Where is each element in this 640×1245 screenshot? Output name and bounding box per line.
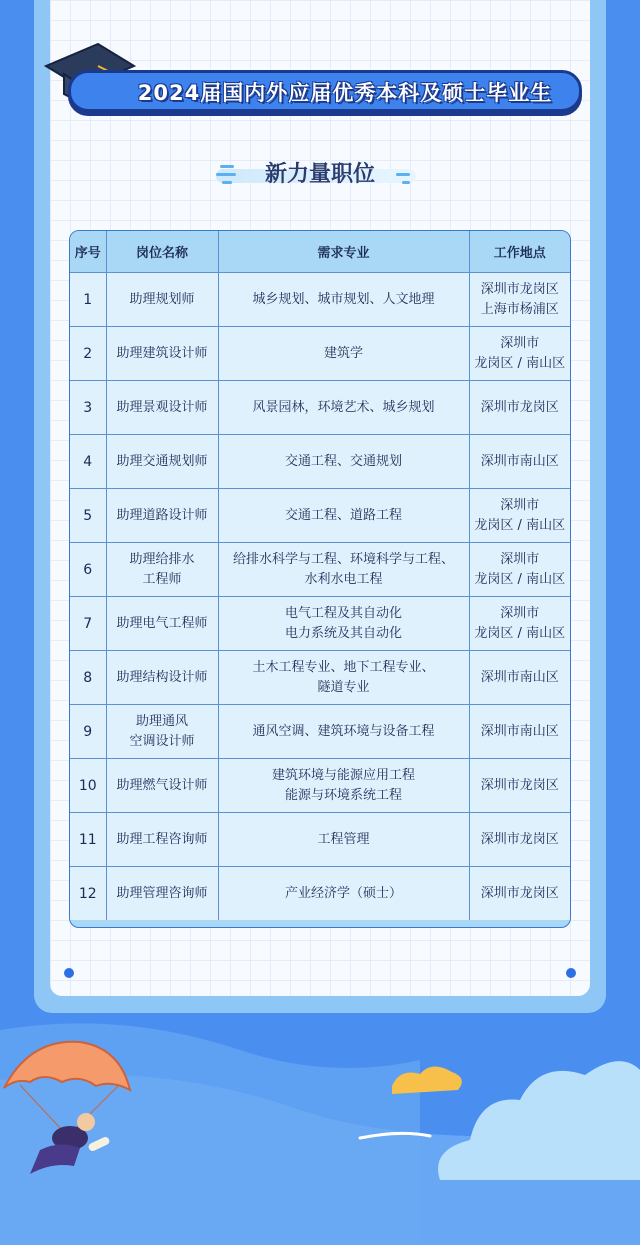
- job-title-line: 空调设计师: [129, 733, 195, 749]
- table-row: [70, 381, 570, 435]
- required-major-line: 城乡规划、城市规划、人文地理: [252, 291, 435, 307]
- required-major: [218, 327, 469, 381]
- required-major: [218, 705, 469, 759]
- required-major: [218, 651, 469, 705]
- row-number: 3: [70, 381, 106, 435]
- work-location: [469, 759, 570, 813]
- row-number: 4: [70, 435, 106, 489]
- table-row: [70, 543, 570, 597]
- required-major: [218, 381, 469, 435]
- row-number: 5: [70, 489, 106, 543]
- work-location: [469, 273, 570, 327]
- job-title-line: 助理建筑设计师: [116, 345, 208, 361]
- required-major: [218, 867, 469, 921]
- work-location: [469, 813, 570, 867]
- work-location-line: 深圳市南山区: [480, 669, 559, 685]
- required-major-line: 交通工程、交通规划: [284, 453, 402, 469]
- work-location: [469, 435, 570, 489]
- work-location-line: 深圳市: [500, 497, 540, 513]
- table-row: [70, 489, 570, 543]
- required-major-line: 给排水科学与工程、环境科学与工程、: [232, 551, 454, 567]
- corner-dot-right: [566, 968, 576, 978]
- job-title: [106, 651, 218, 705]
- job-title-line: 助理工程咨询师: [116, 831, 208, 847]
- required-major: [218, 597, 469, 651]
- job-title-line: 助理给排水: [129, 551, 195, 567]
- work-location-line: 深圳市南山区: [480, 453, 559, 469]
- row-number: 1: [70, 273, 106, 327]
- table-row: [70, 705, 570, 759]
- required-major-line: 电气工程及其自动化: [284, 605, 402, 621]
- work-location-line: 龙岗区 / 南山区: [474, 571, 566, 587]
- job-title: [106, 381, 218, 435]
- column-header: 需求专业: [218, 231, 469, 273]
- job-title: [106, 327, 218, 381]
- required-major: [218, 543, 469, 597]
- work-location: [469, 597, 570, 651]
- required-major-line: 风景园林，环境艺术、城乡规划: [252, 399, 435, 415]
- job-title-line: 助理管理咨询师: [116, 885, 208, 901]
- required-major: [218, 489, 469, 543]
- work-location-line: 深圳市: [500, 335, 540, 351]
- work-location-line: 上海市杨浦区: [480, 301, 559, 317]
- job-title: [106, 813, 218, 867]
- row-number: 12: [70, 867, 106, 921]
- jobs-table: [69, 230, 571, 928]
- bottom-decoration: [0, 990, 640, 1245]
- required-major-line: 电力系统及其自动化: [284, 625, 402, 641]
- work-location: [469, 381, 570, 435]
- table-row: [70, 273, 570, 327]
- job-title-line: 助理结构设计师: [116, 669, 208, 685]
- job-title: [106, 435, 218, 489]
- required-major: [218, 435, 469, 489]
- required-major-line: 工程管理: [317, 831, 370, 847]
- work-location-line: 深圳市: [500, 551, 540, 567]
- required-major-line: 建筑学: [323, 345, 363, 361]
- page-title: 2024届国内外应届优秀本科及硕士毕业生: [137, 81, 553, 105]
- job-title-line: 工程师: [142, 571, 182, 587]
- job-title-line: 助理道路设计师: [116, 507, 208, 523]
- work-location: [469, 705, 570, 759]
- job-title: [106, 597, 218, 651]
- job-title: [106, 273, 218, 327]
- row-number: 9: [70, 705, 106, 759]
- job-title: [106, 867, 218, 921]
- required-major-line: 通风空调、建筑环境与设备工程: [252, 723, 435, 739]
- table-row: [70, 867, 570, 921]
- table-header-row: [70, 231, 570, 273]
- section-title: 新力量职位: [264, 162, 375, 187]
- work-location-line: 深圳市龙岗区: [480, 281, 559, 297]
- work-location-line: 深圳市龙岗区: [480, 399, 559, 415]
- title-banner: [68, 70, 582, 112]
- job-title: [106, 543, 218, 597]
- work-location: [469, 489, 570, 543]
- table-row: [70, 813, 570, 867]
- section-heading: [216, 155, 416, 189]
- row-number: 11: [70, 813, 106, 867]
- job-title-line: 助理通风: [135, 713, 188, 729]
- job-title-line: 助理规划师: [129, 291, 195, 307]
- column-header: 序号: [70, 231, 106, 273]
- required-major-line: 建筑环境与能源应用工程: [271, 767, 415, 783]
- table-row: [70, 597, 570, 651]
- job-title-line: 助理电气工程师: [116, 615, 208, 631]
- column-header: 工作地点: [469, 231, 570, 273]
- work-location-line: 深圳市龙岗区: [480, 885, 559, 901]
- job-title-line: 助理景观设计师: [116, 399, 208, 415]
- required-major-line: 交通工程、道路工程: [284, 507, 402, 523]
- table-row: [70, 327, 570, 381]
- row-number: 2: [70, 327, 106, 381]
- table-row: [70, 651, 570, 705]
- required-major-line: 土木工程专业、地下工程专业、: [252, 659, 435, 675]
- row-number: 6: [70, 543, 106, 597]
- job-title-line: 助理燃气设计师: [116, 777, 208, 793]
- work-location: [469, 867, 570, 921]
- work-location-line: 深圳市: [500, 605, 540, 621]
- work-location-line: 龙岗区 / 南山区: [474, 355, 566, 371]
- required-major: [218, 273, 469, 327]
- column-header: 岗位名称: [106, 231, 218, 273]
- work-location-line: 深圳市龙岗区: [480, 831, 559, 847]
- row-number: 8: [70, 651, 106, 705]
- required-major-line: 能源与环境系统工程: [284, 787, 402, 803]
- table-row: [70, 759, 570, 813]
- required-major-line: 产业经济学（硕士）: [284, 885, 402, 901]
- work-location-line: 深圳市南山区: [480, 723, 559, 739]
- job-title: [106, 489, 218, 543]
- work-location: [469, 543, 570, 597]
- required-major: [218, 813, 469, 867]
- row-number: 7: [70, 597, 106, 651]
- required-major-line: 水利水电工程: [304, 571, 383, 587]
- corner-dot-left: [64, 968, 74, 978]
- required-major-line: 隧道专业: [317, 679, 370, 695]
- work-location: [469, 327, 570, 381]
- job-title: [106, 759, 218, 813]
- table-row: [70, 435, 570, 489]
- job-title-line: 助理交通规划师: [116, 453, 208, 469]
- required-major: [218, 759, 469, 813]
- work-location-line: 深圳市龙岗区: [480, 777, 559, 793]
- work-location-line: 龙岗区 / 南山区: [474, 625, 566, 641]
- row-number: 10: [70, 759, 106, 813]
- job-title: [106, 705, 218, 759]
- work-location: [469, 651, 570, 705]
- work-location-line: 龙岗区 / 南山区: [474, 517, 566, 533]
